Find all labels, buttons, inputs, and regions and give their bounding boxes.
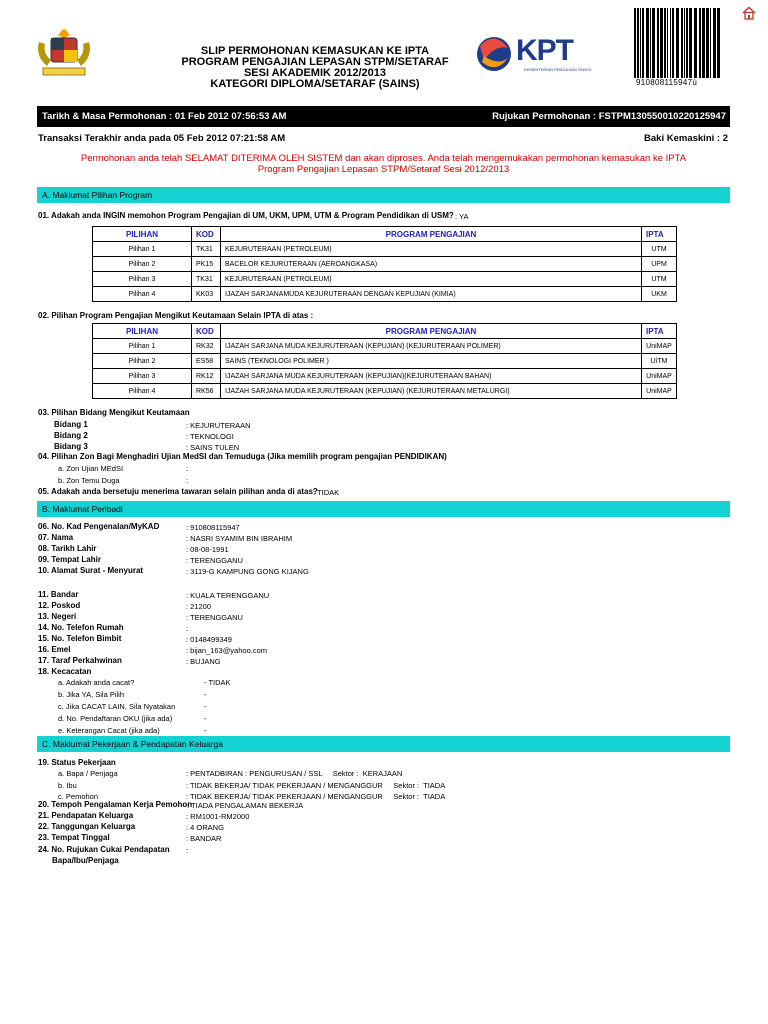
table-row <box>93 369 677 384</box>
table-row <box>93 384 677 399</box>
field-label: 06. No. Kad Pengenalan/MyKAD <box>38 522 160 531</box>
table-row <box>93 257 677 272</box>
barcode-bar <box>657 8 659 78</box>
barcode-icon <box>632 8 720 78</box>
zon-temuduga-label: b. Zon Temu Duga <box>58 476 120 485</box>
field-label: 17. Taraf Perkahwinan <box>38 656 122 665</box>
barcode-number: 910808115947ù <box>636 78 698 87</box>
application-datetime: Tarikh & Masa Permohonan : 01 Feb 2012 07:56:53 AM <box>42 111 287 122</box>
barcode-bar <box>642 8 644 78</box>
field-label: 14. No. Telefon Rumah <box>38 623 124 632</box>
notice-line-2: Program Pengajian Lepasan STPM/Setaraf Sesi 2012/2013 <box>257 164 510 175</box>
col-pilihan: PILIHAN <box>93 324 192 339</box>
cell-program: SAINS (TEKNOLOGI POLIMER ) <box>221 354 642 369</box>
cell-kod: TK31 <box>192 272 221 287</box>
barcode-bar <box>713 8 716 78</box>
cell-ipta: UiTM <box>642 354 677 369</box>
kpt-subtitle: KEMENTERIAN PENGAJIAN TINGGI <box>524 67 592 72</box>
barcode-bar <box>686 8 688 78</box>
col-ipta: IPTA <box>642 227 677 242</box>
barcode-bar <box>667 8 668 78</box>
section-b-header <box>37 501 730 517</box>
barcode-bar <box>676 8 679 78</box>
field-label: 12. Poskod <box>38 601 81 610</box>
application-reference: Rujukan Permohonan : FSTPM130550010220125947 <box>492 111 726 122</box>
field-label: 09. Tempat Lahir <box>38 555 101 564</box>
cell-pilihan: Pilihan 4 <box>93 384 192 399</box>
cell-kod: RK32 <box>192 339 221 354</box>
remaining-updates: Baki Kemaskini : 2 <box>644 133 728 144</box>
cell-program: IJAZAH SARJANA MUDA KEJURUTERAAN (KEPUJIAN) (KEJURUTERAAN POLIMER) <box>221 339 642 354</box>
home-icon[interactable] <box>742 6 756 20</box>
disability-value: - <box>204 690 207 699</box>
cell-pilihan: Pilihan 2 <box>93 354 192 369</box>
cell-ipta: UniMAP <box>642 384 677 399</box>
barcode-bar <box>664 8 666 78</box>
field-label: 08. Tarikh Lahir <box>38 544 97 553</box>
cell-program: KEJURUTERAAN (PETROLEUM) <box>221 272 642 287</box>
field-value: : 0148499349 <box>186 635 232 644</box>
disability-value: - <box>204 726 207 735</box>
field-value: : bijan_163@yahoo.com <box>186 646 267 655</box>
barcode-bar <box>681 8 683 78</box>
col-program: PROGRAM PENGAJIAN <box>221 227 642 242</box>
kpt-text: KPT <box>516 34 573 67</box>
question-05-answer: : TIDAK <box>313 488 340 497</box>
col-kod: KOD <box>192 324 221 339</box>
title-line-4: KATEGORI DIPLOMA/SETARAF (SAINS) <box>210 78 420 90</box>
cell-pilihan: Pilihan 4 <box>93 287 192 302</box>
barcode-bar <box>706 8 709 78</box>
field-value: : 910808115947 <box>186 523 240 532</box>
field-label: 21. Pendapatan Keluarga <box>38 811 134 820</box>
disability-label: d. No. Pendaftaran OKU (jika ada) <box>58 714 173 723</box>
barcode-bar <box>699 8 701 78</box>
disability-label: c. Jika CACAT LAIN, Sila Nyatakan <box>58 702 176 711</box>
col-ipta: IPTA <box>642 324 677 339</box>
zon-temuduga-value: : <box>186 476 189 485</box>
field-value: : BANDAR <box>186 834 222 843</box>
employment-label: a. Bapa / Penjaga <box>58 769 118 778</box>
field-value: : <box>186 846 189 855</box>
zon-ujian-label: a. Zon Ujian MEdSI <box>58 464 124 473</box>
cell-ipta: UniMAP <box>642 369 677 384</box>
field-value: : TERENGGANU <box>186 613 243 622</box>
employment-value: : TIDAK BEKERJA/ TIDAK PEKERJAAN / MENGANGGUR Sektor : TIADA <box>186 781 446 790</box>
field-value: : TIADA PENGALAMAN BEKERJA <box>187 801 304 810</box>
table-row <box>93 339 677 354</box>
barcode-bar <box>652 8 655 78</box>
table-row <box>93 354 677 369</box>
table-row <box>93 242 677 257</box>
disability-value: - <box>204 714 207 723</box>
bidang-1-label: Bidang 1 <box>54 420 88 429</box>
cell-pilihan: Pilihan 1 <box>93 339 192 354</box>
barcode-bar <box>672 8 674 78</box>
cell-ipta: UPM <box>642 257 677 272</box>
barcode-bar <box>640 8 641 78</box>
bidang-3-value: : SAINS TULEN <box>186 443 240 452</box>
barcode-bar <box>650 8 651 78</box>
cell-program: IJAZAH SARJANA MUDA KEJURUTERAAN (KEPUJIAN)(KEJURUTERAAN BAHAN) <box>221 369 642 384</box>
question-24-line-2: Bapa/Ibu/Penjaga <box>52 856 119 865</box>
question-01-answer: : YA <box>455 212 469 221</box>
cell-kod: ES58 <box>192 354 221 369</box>
field-value: : KUALA TERENGGANU <box>186 591 270 600</box>
field-value: : BUJANG <box>186 657 221 666</box>
bidang-2-value: : TEKNOLOGI <box>186 432 234 441</box>
cell-ipta: UTM <box>642 242 677 257</box>
barcode-bar <box>717 8 720 78</box>
field-label: 15. No. Telefon Bimbit <box>38 634 122 643</box>
program-choice-table-1 <box>92 226 677 302</box>
field-label: 13. Negeri <box>38 612 77 621</box>
title-line-1: SLIP PERMOHONAN KEMASUKAN KE IPTA <box>200 45 430 57</box>
question-01: 01. Adakah anda INGIN memohon Program Pengajian di UM, UKM, UPM, UTM & Program Pendidikan di USM? <box>38 211 454 220</box>
application-info-bar <box>37 106 730 127</box>
field-value: : 08-08-1991 <box>186 545 229 554</box>
barcode-bar <box>646 8 649 78</box>
col-program: PROGRAM PENGAJIAN <box>221 324 642 339</box>
field-label: 20. Tempoh Pengalaman Kerja Pemohon <box>38 800 193 809</box>
cell-pilihan: Pilihan 3 <box>93 272 192 287</box>
field-label: 23. Tempat Tinggal <box>38 833 110 842</box>
field-value: : NASRI SYAMIM BIN IBRAHIM <box>186 534 293 543</box>
success-notice <box>37 153 730 175</box>
cell-kod: TK31 <box>192 242 221 257</box>
col-kod: KOD <box>192 227 221 242</box>
disability-label: a. Adakah anda cacat? <box>58 678 135 687</box>
barcode-bar <box>660 8 663 78</box>
disability-value: - <box>204 702 207 711</box>
bidang-3-label: Bidang 3 <box>54 442 88 451</box>
field-value: : RM1001-RM2000 <box>186 812 250 821</box>
bidang-2-label: Bidang 2 <box>54 431 88 440</box>
barcode-bar <box>694 8 697 78</box>
disability-value: - TIDAK <box>204 678 231 687</box>
cell-pilihan: Pilihan 2 <box>93 257 192 272</box>
disability-label: e. Keterangan Cacat (jika ada) <box>58 726 160 735</box>
question-03: 03. Pilihan Bidang Mengikut Keutamaan <box>38 408 190 417</box>
cell-kod: RK12 <box>192 369 221 384</box>
disability-label: b. Jika YA, Sila Pilih <box>58 690 125 699</box>
table-row <box>93 287 677 302</box>
cell-kod: RK56 <box>192 384 221 399</box>
col-pilihan: PILIHAN <box>93 227 192 242</box>
barcode-bar <box>684 8 685 78</box>
question-05: 05. Adakah anda bersetuju menerima tawaran selain pilihan anda di atas? <box>38 487 318 496</box>
employment-value: : PENTADBIRAN : PENGURUSAN / SSL Sektor : KERAJAAN <box>186 769 403 778</box>
slip-title <box>150 46 480 90</box>
section-b-title: B. Maklumat Peribadi <box>42 504 123 514</box>
field-label: 18. Kecacatan <box>38 667 92 676</box>
program-choice-table-2 <box>92 323 677 399</box>
barcode-bar <box>670 8 671 78</box>
field-value: : 4 ORANG <box>186 823 224 832</box>
employment-value: : TIDAK BEKERJA/ TIDAK PEKERJAAN / MENGANGGUR Sektor : TIADA <box>186 792 446 801</box>
field-label: 24. No. Rujukan Cukai Pendapatan <box>38 845 170 854</box>
table-row <box>93 272 677 287</box>
field-label: 16. Emel <box>38 645 71 654</box>
question-02: 02. Pilihan Program Pengajian Mengikut Keutamaan Selain IPTA di atas : <box>38 311 314 320</box>
field-label: 07. Nama <box>38 533 74 542</box>
cell-kod: KK03 <box>192 287 221 302</box>
section-c-header <box>37 736 730 752</box>
cell-program: KEJURUTERAAN (PETROLEUM) <box>221 242 642 257</box>
cell-program: BACELOR KEJURUTERAAN (AEROANGKASA) <box>221 257 642 272</box>
section-a-header <box>37 187 730 203</box>
zon-ujian-value: : <box>186 464 189 473</box>
field-label: 11. Bandar <box>38 590 79 599</box>
barcode-bar <box>637 8 639 78</box>
kpt-logo <box>470 26 600 78</box>
field-label: 10. Alamat Surat - Menyurat <box>38 566 144 575</box>
section-a-title: A. Maklumat Pilihan Program <box>42 190 153 200</box>
employment-label: c. Pemohon <box>58 792 99 801</box>
title-line-3: SESI AKADEMIK 2012/2013 <box>243 67 387 79</box>
last-transaction: Transaksi Terakhir anda pada 05 Feb 2012 07:21:58 AM <box>38 133 286 144</box>
cell-ipta: UniMAP <box>642 339 677 354</box>
field-value: : <box>186 624 189 633</box>
field-value: : 21200 <box>186 602 212 611</box>
title-line-2: PROGRAM PENGAJIAN LEPASAN STPM/SETARAF <box>181 56 449 68</box>
cell-pilihan: Pilihan 3 <box>93 369 192 384</box>
cell-pilihan: Pilihan 1 <box>93 242 192 257</box>
barcode-bar <box>702 8 705 78</box>
field-value: : 3119-G KAMPUNG GONG KIJANG <box>186 567 309 576</box>
question-19: 19. Status Pekerjaan <box>38 758 116 767</box>
employment-label: b. Ibu <box>58 781 77 790</box>
notice-line-1: Permohonan anda telah SELAMAT DITERIMA OLEH SISTEM dan akan diproses. Anda telah mengemukakan permohonan kemasukan ke IPTA <box>80 153 687 164</box>
cell-program: IJAZAH SARJANAMUDA KEJURUTERAAN DENGAN KEPUJIAN (KIMIA) <box>221 287 642 302</box>
question-04: 04. Pilihan Zon Bagi Menghadiri Ujian MedSI dan Temuduga (Jika memilih program pengajian PENDIDIKAN) <box>38 452 447 461</box>
cell-program: IJAZAH SARJANA MUDA KEJURUTERAAN (KEPUJIAN) (KEJURUTERAAN METALURGI) <box>221 384 642 399</box>
barcode-bar <box>634 8 636 78</box>
barcode-bar <box>689 8 692 78</box>
bidang-1-value: : KEJURUTERAAN <box>186 421 251 430</box>
field-value: : TERENGGANU <box>186 556 243 565</box>
section-c-title: C. Maklumat Pekerjaan & Pendapatan Keluarga <box>42 739 223 749</box>
cell-ipta: UKM <box>642 287 677 302</box>
barcode-bar <box>710 8 711 78</box>
cell-ipta: UTM <box>642 272 677 287</box>
coat-of-arms-logo <box>33 26 95 80</box>
field-label: 22. Tanggungan Keluarga <box>38 822 136 831</box>
cell-kod: PK15 <box>192 257 221 272</box>
